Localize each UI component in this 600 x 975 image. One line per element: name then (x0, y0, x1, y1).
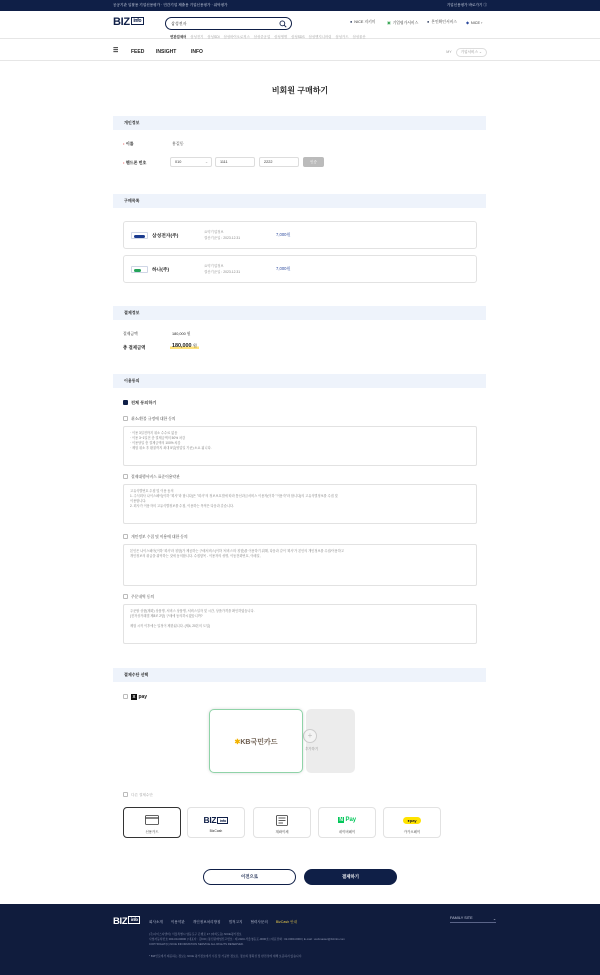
phone-label: 핸드폰 번호 (125, 160, 147, 165)
bizinfo-logo[interactable] (113, 16, 144, 28)
terms-line: 고유식별번호 수집 및 이용 동의 (130, 489, 174, 493)
nice-icon: ◆ (466, 21, 469, 25)
item-type: 요약기업정보 (204, 230, 224, 234)
util-corp-eval[interactable] (387, 20, 418, 26)
hana-logo (131, 266, 148, 273)
chevron-down-icon: ⌄ (492, 917, 496, 921)
agree-item[interactable] (123, 534, 188, 540)
footer-link[interactable]: 협력사문의 (250, 920, 268, 924)
phone-middle-input[interactable]: 1111 (215, 157, 255, 167)
footer-info-line: 사업자등록번호 000-00-00000 | 대표자 : 김OO | 통신판매업신고번호 : 제 2023-서울영등포-0000호 | 대표전화 : 02-0000-0000 | E-mail : webmaster@bizinfo.com (149, 937, 345, 941)
xpay-label: pay (138, 694, 148, 700)
xpay-logo: X (132, 694, 136, 699)
nav-feed[interactable]: FEED (131, 48, 145, 55)
credit-eval-link[interactable]: 기업신용평가 바로가기 ⓘ (446, 3, 487, 7)
pay-method-bank[interactable] (253, 807, 311, 838)
naverpay-logo: N Pay (339, 817, 357, 823)
section-payment-info: 결제정보 (113, 306, 486, 320)
company-name: 하나(주) (152, 268, 170, 273)
phone-prefix-select[interactable] (170, 157, 212, 167)
item-meta (204, 229, 240, 241)
total-value (170, 343, 199, 349)
nav-insight[interactable]: INSIGHT (156, 48, 177, 55)
pay-method-label: 신용카드 (145, 830, 159, 834)
add-card-label: 추가하기 (305, 747, 319, 751)
util-nice[interactable] (466, 20, 482, 25)
checkbox-icon[interactable] (123, 694, 128, 699)
terms-line: · 이용 3~1일전 총 결제금액의 50% 차감 (130, 436, 186, 440)
kb-card-logo (210, 737, 302, 747)
item-price: 7,000원 (276, 232, 291, 237)
main-nav (0, 44, 600, 61)
chevron-down-icon: ⌄ (204, 160, 208, 164)
checkbox-icon[interactable] (123, 474, 128, 479)
related-keyword[interactable]: 삼성엔지니어링 (308, 35, 332, 39)
chevron-right-icon: › (481, 21, 483, 25)
util-nice-keeper[interactable] (350, 20, 375, 25)
person-icon: ● (427, 20, 430, 24)
other-pay-label: 다른 결제수단 (131, 793, 153, 797)
footer-logo-text: BIZ (113, 916, 128, 927)
footer-info-line: (주)나이스디앤비 | 서울특별시 영등포구 은행로 17 (여의도동) NICE평가정보 (149, 932, 242, 936)
samsung-logo (131, 232, 148, 239)
terms-line: 제험 시작 이후에는 일정이 제한됩니다. (제4, 20본의 도입) (130, 624, 211, 628)
logo-box-text: info (131, 17, 144, 25)
verify-button[interactable]: 인증 (303, 157, 324, 167)
phone-row (123, 160, 146, 166)
location-pin-icon: ● (350, 20, 353, 24)
required-mark: • (123, 160, 125, 165)
agree-item-title: 주문내역 동의 (131, 595, 155, 599)
search-input[interactable] (171, 19, 271, 29)
related-keyword[interactable]: 삼성SDS (291, 35, 305, 39)
terms-box-order[interactable] (123, 604, 477, 644)
util-label: 기업평가서비스 (392, 21, 419, 25)
required-mark: • (123, 141, 125, 146)
related-keyword[interactable]: 삼성중공업 (253, 35, 271, 39)
footer-copyright: COPYRIGHT(C) NICE INFORMATION SERVICE ALL RIGHTS RESERVED. (149, 942, 244, 946)
my-menu (446, 48, 487, 57)
checkbox-icon[interactable] (123, 594, 128, 599)
purchase-item (123, 221, 477, 249)
item-price: 7,000원 (276, 266, 291, 271)
related-keywords (170, 34, 369, 39)
pay-method-bizcash[interactable] (187, 807, 245, 838)
terms-line: · 이용당일 총 결제금액의 100% 차감 (130, 441, 181, 445)
section-purchase-list: 구매목록 (113, 194, 486, 208)
footer-link[interactable]: 회사소개 (149, 920, 163, 924)
kb-card-name: KB국민카드 (240, 739, 278, 746)
util-label: NICE (470, 21, 480, 25)
my-service-select[interactable]: 기업서비스 ⌄ (456, 48, 487, 57)
item-type: 요약기업정보 (204, 264, 224, 268)
phone-last-input[interactable]: 2222 (259, 157, 299, 167)
footer-links (149, 920, 304, 925)
name-row (123, 141, 134, 147)
agree-item-title: 취소/환불 규정에 대한 동의 (131, 417, 176, 421)
amount-label: 결제금액 (123, 332, 138, 336)
bank-icon (254, 813, 310, 827)
footer-link[interactable]: 법적고지 (228, 920, 243, 924)
util-label: 본인확인서비스 (431, 20, 457, 24)
search-icon[interactable] (279, 20, 287, 28)
purchase-item (123, 255, 477, 283)
bizcash-logo-text: BIZ (203, 815, 217, 825)
related-keywords-label: 연관검색어 (170, 35, 187, 39)
related-keyword[interactable]: 삼성물산 (352, 35, 366, 39)
total-unit: 원 (193, 343, 197, 348)
my-select-value: 기업서비스 (460, 49, 478, 54)
logo-text: BIZ (113, 16, 130, 28)
search-box (165, 17, 292, 30)
agree-item[interactable] (123, 474, 180, 480)
top-notice-text: 공공기관 입찰용 기업신용평가 · 민간기업 제출용 기업신용평가 · 위탁평가 (113, 3, 228, 7)
pay-method-label: BizCash (209, 829, 223, 833)
total-label: 총 결제금액 (123, 345, 146, 350)
terms-line: 2. 회사가 이용자의 고유식별정보를 수집, 이용하는 목적은 다음과 같습니다. (130, 504, 234, 508)
pay-button[interactable]: 결제하기 (304, 869, 397, 885)
agree-item-title: 개인정보 수집 및 이용에 대한 동의 (131, 535, 188, 539)
amount-value: 180,000 원 (172, 332, 191, 336)
terms-box-privacy[interactable] (123, 544, 477, 586)
section-pay-method: 결제수단 선택 (113, 668, 486, 682)
terms-line: · 제험 취소 후 환불까지 최대 5일(영업일 기준) 소요 됩니다. (130, 446, 212, 450)
footer-disclaimer: * BIZ인포에서 제공하는 정보는 NICE 평가정보에서 수집 및 가공한 정보로, 정보의 정확성 및 완전성에 대해 보증하지 않습니다. (149, 954, 303, 958)
add-card-tile[interactable] (306, 709, 355, 773)
related-keyword[interactable]: 삼성전기 (190, 35, 204, 39)
pay-method-kakaopay[interactable] (383, 807, 441, 838)
terms-box-payment[interactable] (123, 484, 477, 524)
terms-line: (전자상거래법 제8조 2항) 구매에 동의하시겠습니까? (130, 614, 203, 618)
nav-info[interactable]: INFO (191, 48, 203, 55)
kb-star-icon: ✱ (234, 739, 241, 746)
footer-logo (113, 916, 140, 927)
family-site-select[interactable] (450, 916, 496, 923)
kb-card[interactable] (209, 709, 303, 773)
footer-link[interactable]: 개인정보처리방침 (192, 920, 221, 924)
terms-line: 본인은 나이스페이(이하 '회사'라 칭함)가 제공하는 구매서비스(이하 '서비스'라 칭함)를 이용하기 위해, 다음과 같이 '회사'가 본인의 개인정보를 수집/이용하고 (130, 549, 344, 553)
terms-line: 이용합니다. (130, 499, 147, 503)
name-label: 이름 (125, 141, 134, 146)
util-identity[interactable] (427, 20, 457, 25)
credit-card-icon (124, 813, 180, 827)
agree-item[interactable] (123, 594, 154, 600)
related-keyword[interactable]: 삼성생명 (274, 35, 288, 39)
util-label: NICE 지키미 (354, 20, 376, 24)
pay-method-card[interactable] (123, 807, 181, 838)
bizcash-logo (188, 813, 244, 827)
terms-line: 개인정보의 취급을 위탁하는 것에 동의합니다. 수집항목 - 이용자의 성명, 이동전화번호, 이메일, (130, 554, 261, 558)
item-date: 결산기준일 : 2023.12.31 (204, 236, 241, 240)
related-keyword[interactable]: 삼성바이오로직스 (223, 35, 250, 39)
site-footer (0, 904, 600, 975)
checkbox-icon[interactable] (123, 416, 128, 421)
agree-item[interactable] (123, 416, 176, 422)
plus-icon: + (303, 729, 317, 743)
my-label[interactable]: MY (446, 49, 452, 54)
phone-prefix-value: 010 (175, 160, 182, 164)
agree-item-title: 결제대행서비스 표준이용약관 (131, 475, 180, 479)
name-value: 홍길동 (172, 141, 184, 146)
pay-method-npay[interactable] (318, 807, 376, 838)
hamburger-menu-icon[interactable]: ☰ (113, 48, 119, 54)
section-personal-info: 개인정보 (113, 116, 486, 130)
family-site-label: FAMILY SITE (450, 916, 473, 920)
document-icon: ▣ (387, 21, 391, 25)
agree-all[interactable] (123, 400, 156, 406)
terms-line: · 이용 3일전까지 취소 수수료 없음 (130, 431, 178, 435)
item-date: 결산기준일 : 2023.12.31 (204, 270, 241, 274)
company-name: 삼성전자(주) (152, 234, 179, 239)
xpay-option[interactable] (123, 694, 147, 700)
pay-method-label: 카카오페이 (403, 830, 421, 834)
page-title: 비회원 구매하기 (271, 86, 329, 95)
checkbox-checked-icon[interactable] (123, 400, 128, 405)
checkbox-icon[interactable] (123, 534, 128, 539)
prev-button[interactable]: 이전으로 (203, 869, 296, 885)
item-meta (204, 263, 240, 275)
related-keyword[interactable]: 삼성SDI (207, 35, 220, 39)
section-terms: 이용동의 (113, 374, 486, 388)
footer-logo-box: info (128, 916, 140, 924)
pay-method-label: 네이버페이 (338, 830, 356, 834)
related-keyword[interactable]: 삼성카드 (335, 35, 349, 39)
total-amount: 180,000 (172, 343, 192, 349)
agree-all-label: 전체 동의하기 (131, 400, 157, 405)
footer-link[interactable]: 이용약관 (170, 920, 185, 924)
bizcash-logo-box: info (217, 817, 228, 824)
footer-link-bizcash[interactable]: BizCash 안내 (275, 920, 298, 924)
pay-method-label: 계좌이체 (275, 830, 289, 834)
terms-line: 주문할 상품(재화) 상품명, 서비스 상품명, 서비스일자 및 시간, 상품가격을 확인하였습니다. (130, 609, 255, 613)
terms-box-refund[interactable] (123, 426, 477, 466)
top-notice-bar (0, 0, 600, 11)
terms-line: 1. 주식회사 나이스페이(이하 "회사"라 합니다)은 "회사"의 정보보호법에 따라 통신과금서비스 이용자(이하 "이용자"라 합니다)의 고유식별정보를 수집 및 (130, 494, 338, 498)
checkbox-icon[interactable] (123, 792, 128, 797)
other-pay-option[interactable] (123, 792, 153, 798)
kakaopay-logo: ●pay (384, 813, 440, 827)
